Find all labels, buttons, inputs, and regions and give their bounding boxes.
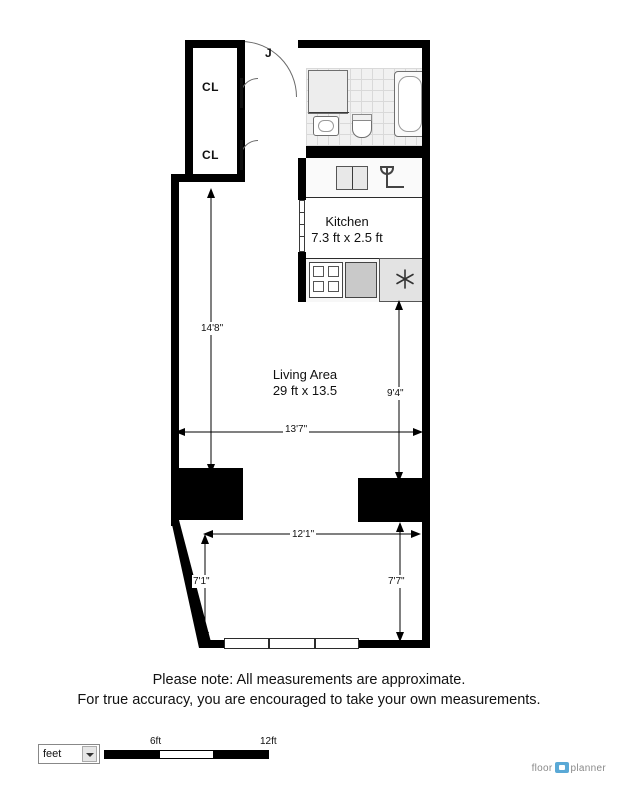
kitchen-left-wall-lower [298, 252, 306, 302]
window-bottom [224, 638, 359, 649]
dimension-lower-horizontal-label: 12'1" [292, 529, 315, 540]
exterior-wall-left-living [171, 174, 179, 526]
stove-burner-4 [328, 281, 339, 292]
structural-column-right [358, 478, 422, 522]
exterior-wall-left-upper [185, 40, 193, 182]
scale-segment-2 [159, 750, 214, 759]
dimension-mid-horizontal-label: 13'7" [285, 424, 308, 435]
scale-tick-mid: 6ft [150, 736, 162, 747]
closet-bottom-wall [185, 174, 245, 182]
scale-unit-select[interactable] [38, 744, 100, 764]
window-mullion-2 [314, 639, 316, 648]
bathtub-inner [398, 76, 422, 132]
scale-unit-value: feet [43, 748, 62, 760]
kitchen-door-hatch-1 [300, 212, 305, 213]
closet-label-lower: CL [202, 148, 219, 162]
stove-burner-3 [313, 281, 324, 292]
kitchen-name: Kitchen [325, 214, 369, 229]
closet-door-panel-upper [240, 78, 243, 108]
watermark-suffix: planner [570, 763, 606, 774]
chevron-down-icon[interactable] [82, 746, 97, 762]
wall-connector-left [171, 174, 193, 182]
structural-column-left [179, 468, 243, 520]
dimension-lower-left-vertical-label: 7'1" [193, 576, 210, 587]
scale-segment-3 [214, 750, 269, 759]
scale-tick-end: 12ft [260, 736, 277, 747]
shower-corner-line [309, 112, 349, 113]
living-area-label [230, 367, 380, 399]
kitchen-sink-divider [352, 167, 353, 189]
exterior-wall-top [185, 40, 239, 48]
bathroom-kitchen-divider [306, 146, 430, 158]
toilet-tank [352, 114, 372, 121]
stove-burner-1 [313, 266, 324, 277]
shower-fixture [308, 70, 348, 114]
bathroom-sink-basin [318, 120, 334, 132]
window-mullion-1 [268, 639, 270, 648]
living-area-name: Living Area [272, 367, 338, 382]
floorplanner-logo-icon [555, 762, 569, 773]
kitchen-cabinet [345, 262, 377, 298]
junction-label: J [265, 46, 272, 60]
closet-door-panel-lower [240, 140, 243, 170]
note-line-1: Please note: All measurements are approximate. [152, 672, 466, 688]
kitchen-label [282, 214, 412, 246]
stove-burner-2 [328, 266, 339, 277]
refrigerator-snowflake-icon [394, 268, 416, 290]
note-line-2: For true accuracy, you are encouraged to take your own measurements. [77, 692, 541, 708]
exterior-wall-right [422, 40, 430, 640]
floorplanner-watermark [532, 762, 606, 774]
scale-segment-1 [104, 750, 159, 759]
closet-label-upper: CL [202, 80, 219, 94]
dimension-lower-right-vertical-label: 7'7" [388, 576, 405, 587]
kitchen-upper-counter [306, 158, 430, 198]
exterior-wall-top-right [298, 40, 430, 48]
living-area-dims: 29 ft x 13.5 [272, 383, 338, 398]
kitchen-dims: 7.3 ft x 2.5 ft [311, 230, 383, 245]
dimension-left-vertical-label: 14'8" [201, 323, 224, 334]
dimension-right-vertical-label: 9'4" [387, 388, 404, 399]
kitchen-left-wall [298, 158, 306, 200]
dimension-lower-left-vertical [197, 534, 213, 642]
watermark-prefix: floor [531, 763, 553, 774]
